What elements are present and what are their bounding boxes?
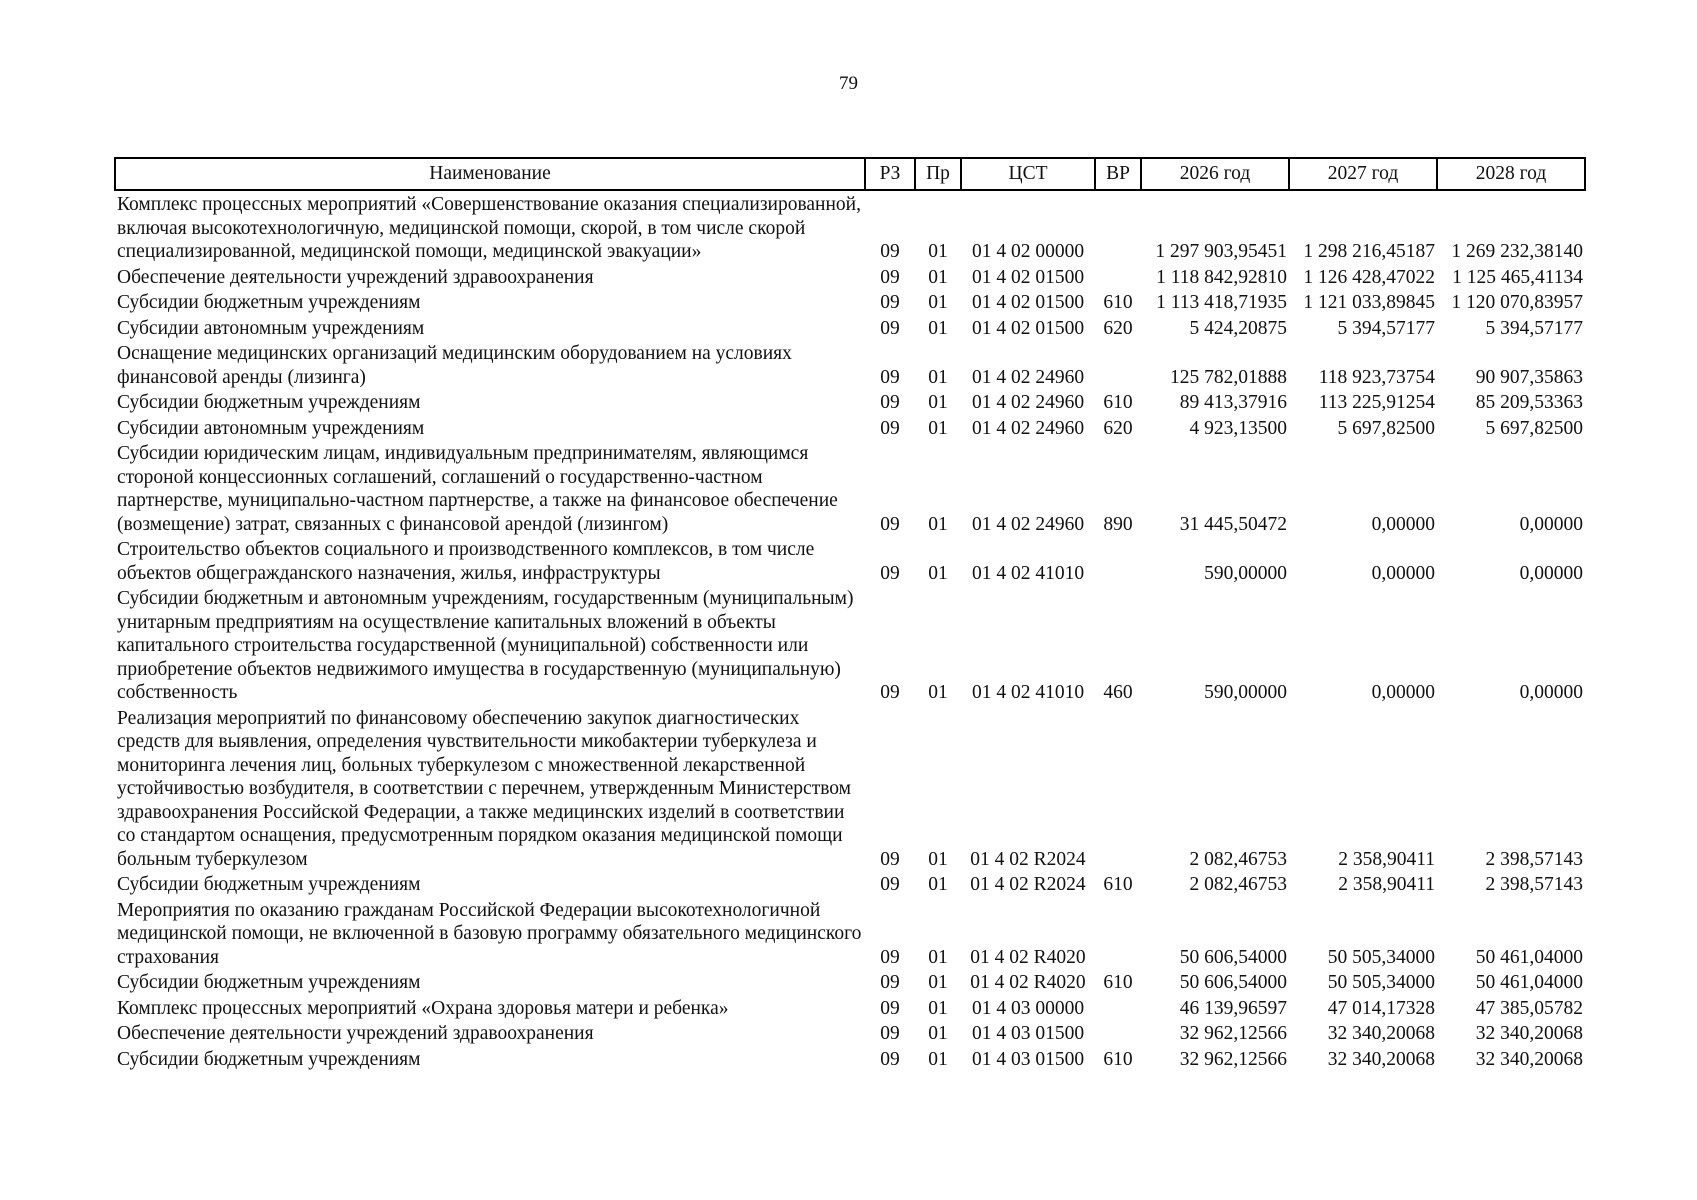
table-row [115, 1020, 1585, 1046]
row-rz: 09 [880, 292, 900, 313]
row-2027: 118 923,73754 [1318, 366, 1435, 388]
row-2028: 47 385,05782 [1475, 997, 1583, 1019]
row-rz: 09 [880, 1023, 900, 1044]
row-2027: 50 505,34000 [1327, 946, 1435, 968]
row-2026: 125 782,01888 [1170, 366, 1287, 388]
row-name: Субсидии бюджетным учреждениям [117, 1048, 421, 1070]
row-rz: 09 [880, 562, 900, 584]
table-row [115, 705, 1585, 872]
row-2026: 590,00000 [1204, 562, 1287, 584]
row-2027: 47 014,17328 [1327, 997, 1435, 1019]
row-rz: 09 [880, 417, 900, 439]
row-2026: 32 962,12566 [1179, 1023, 1287, 1044]
row-name: Субсидии бюджетным учреждениям [117, 292, 421, 313]
table-row [115, 1046, 1585, 1072]
row-2027: 0,00000 [1371, 513, 1435, 535]
header-year-2026: 2026 год [1141, 158, 1289, 190]
row-name: Субсидии автономным учреждениям [117, 417, 425, 439]
row-cst: 01 4 02 24960 [971, 366, 1085, 388]
table-row [115, 264, 1585, 290]
row-2028: 90 907,35863 [1475, 366, 1583, 388]
row-name: Мероприятия по оказанию гражданам Российской Федерации высокотехнологичной медицинской помощи, не включенной в базовую программу обязательного медицинского страхования [117, 899, 862, 968]
row-2027: 5 697,82500 [1337, 417, 1435, 439]
row-vr [1095, 264, 1141, 290]
row-name: Оснащение медицинских организаций медицинским оборудованием на условиях финансовой аренды (лизинга) [117, 343, 792, 388]
row-2027: 1 298 216,45187 [1303, 241, 1435, 262]
row-name: Комплекс процессных мероприятий «Охрана здоровья матери и ребенка» [117, 997, 729, 1019]
row-2028: 0,00000 [1519, 513, 1583, 535]
row-vr [1095, 995, 1141, 1021]
row-rz: 09 [880, 848, 900, 870]
row-2026: 4 923,13500 [1189, 417, 1287, 439]
row-vr [1095, 340, 1141, 389]
row-2026: 1 297 903,95451 [1155, 241, 1287, 262]
table-row [115, 897, 1585, 970]
row-2028: 50 461,04000 [1475, 946, 1583, 968]
row-vr: 620 [1103, 417, 1133, 439]
header-pr: Пр [915, 158, 961, 190]
row-2026: 50 606,54000 [1179, 946, 1287, 968]
row-vr: 460 [1103, 682, 1133, 703]
table-row [115, 440, 1585, 536]
row-2027: 5 394,57177 [1337, 317, 1435, 339]
row-2027: 2 358,90411 [1338, 848, 1435, 870]
row-pr: 01 [928, 366, 948, 388]
table-row [115, 389, 1585, 415]
row-2028: 50 461,04000 [1475, 972, 1583, 993]
row-2028: 85 209,53363 [1475, 392, 1583, 413]
header-year-2027: 2027 год [1289, 158, 1437, 190]
table-row [115, 536, 1585, 585]
row-rz: 09 [880, 1048, 900, 1070]
header-cst: ЦСТ [961, 158, 1095, 190]
row-2028: 1 125 465,41134 [1452, 266, 1583, 288]
row-2026: 2 082,46753 [1189, 874, 1287, 895]
row-name: Субсидии бюджетным учреждениям [117, 392, 421, 413]
row-cst: 01 4 03 00000 [971, 997, 1085, 1019]
row-2026: 2 082,46753 [1189, 848, 1287, 870]
row-pr: 01 [928, 292, 948, 313]
row-cst: 01 4 02 R4020 [970, 972, 1086, 993]
table-header-row [115, 158, 1585, 190]
row-cst: 01 4 02 41010 [971, 682, 1085, 703]
row-2028: 5 697,82500 [1485, 417, 1583, 439]
row-pr: 01 [928, 1048, 948, 1070]
row-vr [1095, 536, 1141, 585]
row-pr: 01 [928, 848, 948, 870]
row-cst: 01 4 02 24960 [971, 392, 1085, 413]
row-rz: 09 [880, 241, 900, 262]
row-rz: 09 [880, 682, 900, 703]
header-name: Наименование [115, 158, 865, 190]
row-name: Обеспечение деятельности учреждений здравоохранения [117, 266, 594, 288]
row-2027: 0,00000 [1371, 562, 1435, 584]
row-name: Комплекс процессных мероприятий «Совершенствование оказания специализированной, включая высокотехнологичную, медицинской помощи, скорой, в том числе скорой специализированной, медицинской помощи, медицинской эвакуации» [117, 194, 861, 262]
row-rz: 09 [880, 513, 900, 535]
row-2027: 32 340,20068 [1327, 1048, 1435, 1070]
row-2028: 0,00000 [1519, 562, 1583, 584]
row-cst: 01 4 02 R2024 [970, 874, 1086, 895]
row-vr [1095, 190, 1141, 264]
table-body [115, 190, 1585, 1071]
row-vr: 610 [1103, 874, 1133, 895]
table-row [115, 585, 1585, 705]
table-row [115, 315, 1585, 341]
table-row [115, 190, 1585, 264]
row-name: Строительство объектов социального и производственного комплексов, в том числе объектов общегражданского назначения, жилья, инфраструктуры [117, 539, 815, 584]
row-vr: 610 [1103, 1048, 1133, 1070]
row-2028: 2 398,57143 [1485, 848, 1583, 870]
table-row [115, 289, 1585, 315]
row-pr: 01 [928, 417, 948, 439]
row-pr: 01 [928, 972, 948, 993]
row-vr [1095, 705, 1141, 872]
row-vr: 620 [1103, 317, 1133, 339]
row-vr: 610 [1103, 972, 1133, 993]
row-2026: 1 118 842,92810 [1156, 266, 1287, 288]
row-rz: 09 [880, 392, 900, 413]
row-2026: 89 413,37916 [1179, 392, 1287, 413]
row-cst: 01 4 02 24960 [971, 513, 1085, 535]
row-pr: 01 [928, 266, 948, 288]
row-pr: 01 [928, 392, 948, 413]
row-cst: 01 4 02 01500 [971, 266, 1085, 288]
row-cst: 01 4 02 R4020 [970, 946, 1086, 968]
row-2028: 32 340,20068 [1475, 1048, 1583, 1070]
row-rz: 09 [880, 266, 900, 288]
row-cst: 01 4 02 01500 [971, 292, 1085, 313]
row-name: Субсидии бюджетным учреждениям [117, 874, 421, 895]
row-2026: 31 445,50472 [1179, 513, 1287, 535]
row-cst: 01 4 02 24960 [971, 417, 1085, 439]
row-2026: 46 139,96597 [1179, 997, 1287, 1019]
row-vr: 610 [1103, 392, 1133, 413]
row-pr: 01 [928, 317, 948, 339]
page-number: 79 [839, 73, 858, 94]
table-row [115, 415, 1585, 441]
row-name: Реализация мероприятий по финансовому обеспечению закупок диагностических средств для выявления, определения чувствительности микобактерии туберкулеза и мониторинга лечения лиц, больных туберкулезом с множественной лекарственной устойчивостью возбудителя, в соответствии с перечнем, утвержденным Министерством здравоохранения Российской Федерации, а также медицинских изделий в соответствии со стандартом оснащения, предусмотренным порядком оказания медицинской помощи больным туберкулезом [117, 707, 852, 870]
row-rz: 09 [880, 972, 900, 993]
row-cst: 01 4 02 41010 [971, 562, 1085, 584]
row-2027: 1 126 428,47022 [1303, 266, 1435, 288]
row-cst: 01 4 02 00000 [971, 241, 1085, 262]
row-name: Субсидии автономным учреждениям [117, 317, 425, 339]
header-year-2028: 2028 год [1437, 158, 1585, 190]
row-2027: 32 340,20068 [1327, 1023, 1435, 1044]
row-name: Субсидии бюджетным и автономным учреждениям, государственным (муниципальным) унитарным предприятиям на осуществление капитальных вложений в объекты капитального строительства государственной (муниципальной) собственности или приобретение объектов недвижимого имущества в государственную (муниципальную) собственность [117, 588, 854, 703]
row-pr: 01 [928, 513, 948, 535]
row-2026: 590,00000 [1204, 682, 1287, 703]
header-vr: ВР [1095, 158, 1141, 190]
row-vr [1095, 897, 1141, 970]
table-row [115, 969, 1585, 995]
row-cst: 01 4 02 R2024 [970, 848, 1086, 870]
row-2028: 0,00000 [1519, 682, 1583, 703]
row-2027: 113 225,91254 [1318, 392, 1435, 413]
row-pr: 01 [928, 997, 948, 1019]
row-pr: 01 [928, 1023, 948, 1044]
table-row [115, 340, 1585, 389]
row-pr: 01 [928, 241, 948, 262]
budget-table [114, 157, 1586, 1071]
table-row [115, 871, 1585, 897]
row-name: Субсидии юридическим лицам, индивидуальным предпринимателям, являющимся стороной концессионных соглашений, соглашений о государственно-частном партнерстве, муниципально-частном партнерстве, а также на финансовое обеспечение (возмещение) затрат, связанных с финансовой арендой (лизингом) [117, 443, 838, 535]
row-2026: 50 606,54000 [1179, 972, 1287, 993]
row-2026: 1 113 418,71935 [1156, 292, 1287, 313]
row-name: Обеспечение деятельности учреждений здравоохранения [117, 1023, 594, 1044]
row-name: Субсидии бюджетным учреждениям [117, 972, 421, 993]
row-cst: 01 4 03 01500 [971, 1023, 1085, 1044]
row-pr: 01 [928, 682, 948, 703]
row-2027: 1 121 033,89845 [1303, 292, 1435, 313]
row-rz: 09 [880, 997, 900, 1019]
header-rz: РЗ [865, 158, 915, 190]
row-2027: 2 358,90411 [1338, 874, 1435, 895]
row-2027: 0,00000 [1371, 682, 1435, 703]
row-2028: 2 398,57143 [1485, 874, 1583, 895]
row-rz: 09 [880, 317, 900, 339]
row-vr: 890 [1103, 513, 1133, 535]
row-2028: 1 120 070,83957 [1451, 292, 1583, 313]
row-vr: 610 [1103, 292, 1133, 313]
row-pr: 01 [928, 946, 948, 968]
row-cst: 01 4 02 01500 [971, 317, 1085, 339]
row-2027: 50 505,34000 [1327, 972, 1435, 993]
row-pr: 01 [928, 562, 948, 584]
row-vr [1095, 1020, 1141, 1046]
row-2028: 5 394,57177 [1485, 317, 1583, 339]
row-2026: 32 962,12566 [1179, 1048, 1287, 1070]
row-rz: 09 [880, 946, 900, 968]
row-cst: 01 4 03 01500 [971, 1048, 1085, 1070]
row-rz: 09 [880, 366, 900, 388]
row-2028: 1 269 232,38140 [1451, 241, 1583, 262]
row-rz: 09 [880, 874, 900, 895]
row-2026: 5 424,20875 [1189, 317, 1287, 339]
row-2028: 32 340,20068 [1475, 1023, 1583, 1044]
table-row [115, 995, 1585, 1021]
row-pr: 01 [928, 874, 948, 895]
